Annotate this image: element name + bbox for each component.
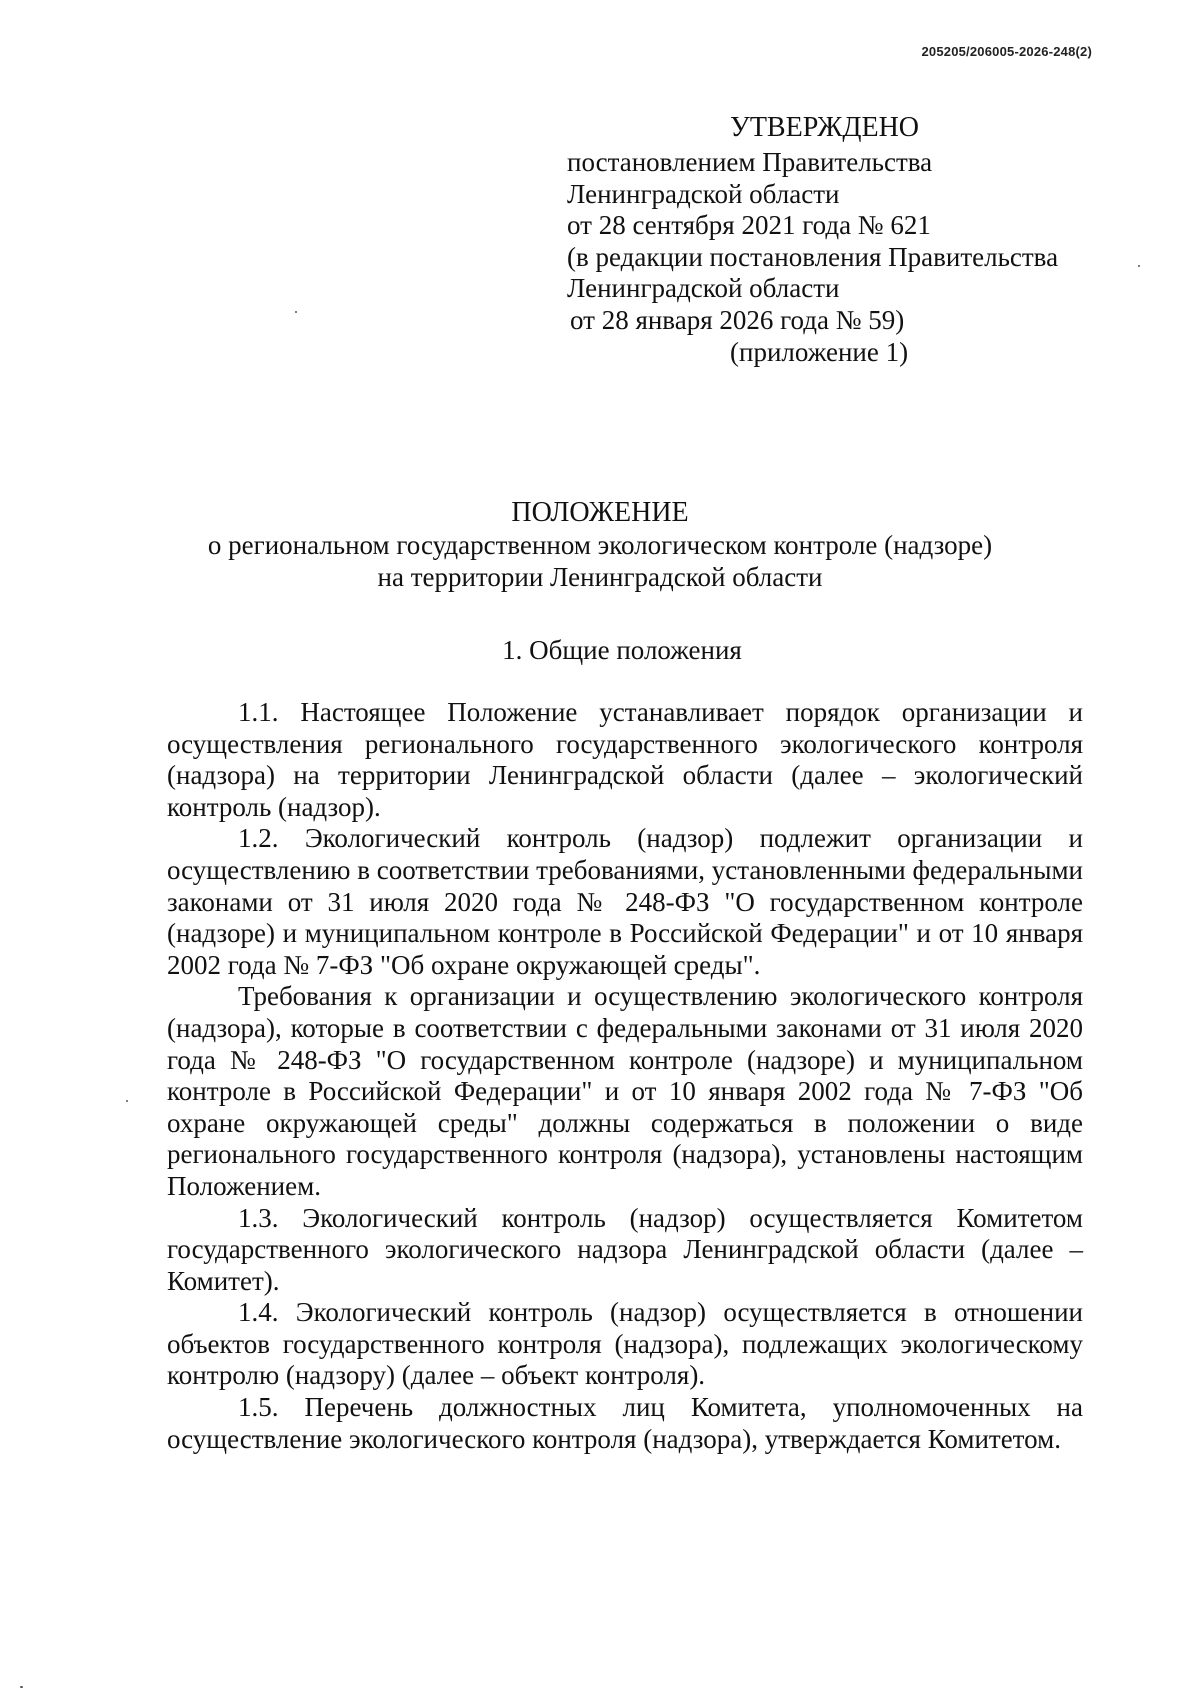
paragraph: 1.5. Перечень должностных лиц Комитета, уполномоченных на осуществление экологического контроля (надзора), утверждается Комитетом. [167,1392,1083,1454]
approval-title: УТВЕРЖДЕНО [730,112,920,143]
paragraph: 1.4. Экологический контроль (надзор) осуществляется в отношении объектов государственного контроля (надзора), подлежащих экологическому контролю (надзору) (далее – объект контроля). [167,1297,1083,1391]
document-code: 205205/206005-2026-248(2) [921,44,1092,59]
scan-speck [1138,265,1140,267]
approval-line: (в редакции постановления Правительства [567,241,1059,272]
paragraph: 1.1. Настоящее Положение устанавливает порядок организации и осуществления регионального государственного экологического контроля (надзора) на территории Ленинградской области (далее – экологический контроль (надзор). [167,697,1083,822]
paragraph: 1.2. Экологический контроль (надзор) подлежит организации и осуществлению в соответствии требованиями, установленными федеральными законами от 31 июля 2020 года № 248-ФЗ "О государственном контроле (надзоре) и муниципальном контроле в Российской Федерации" и от 10 января 2002 года № 7-ФЗ "Об охране окружающей среды". [167,823,1083,980]
section-body [167,697,1083,1455]
paragraph: Требования к организации и осуществлению экологического контроля (надзора), которые в соответствии с федеральными законами от 31 июля 2020 года № 248-ФЗ "О государственном контроле (надзоре) и муниципальном контроле в Российской Федерации" и от 10 января 2002 года № 7-ФЗ "Об охране окружающей среды" должны содержаться в положении о виде регионального государственного контроля (надзора), установлены настоящим Положением. [167,981,1083,1201]
approval-stamp-block [567,112,1107,368]
approval-line: Ленинградской области [567,178,840,209]
scan-speck [126,1100,128,1102]
section-heading: 1. Общие положения [502,635,742,665]
paragraph: 1.3. Экологический контроль (надзор) осуществляется Комитетом государственного экологического надзора Ленинградской области (далее – Комитет). [167,1202,1083,1296]
approval-line: постановлением Правительства [567,147,933,177]
approval-appendix: (приложение 1) [730,336,909,367]
scan-speck [295,311,297,313]
approval-line: от 28 января 2026 года № 59) [570,304,905,335]
document-title-block [0,497,1200,593]
approval-line: Ленинградской области [567,273,840,304]
document-subtitle: о региональном государственном экологическом контроле (надзоре) [207,530,993,560]
document-title: ПОЛОЖЕНИЕ [511,497,689,528]
document-subtitle: на территории Ленинградской области [377,561,823,592]
scan-speck [20,1686,23,1688]
approval-line: от 28 сентября 2021 года № 621 [567,210,931,241]
